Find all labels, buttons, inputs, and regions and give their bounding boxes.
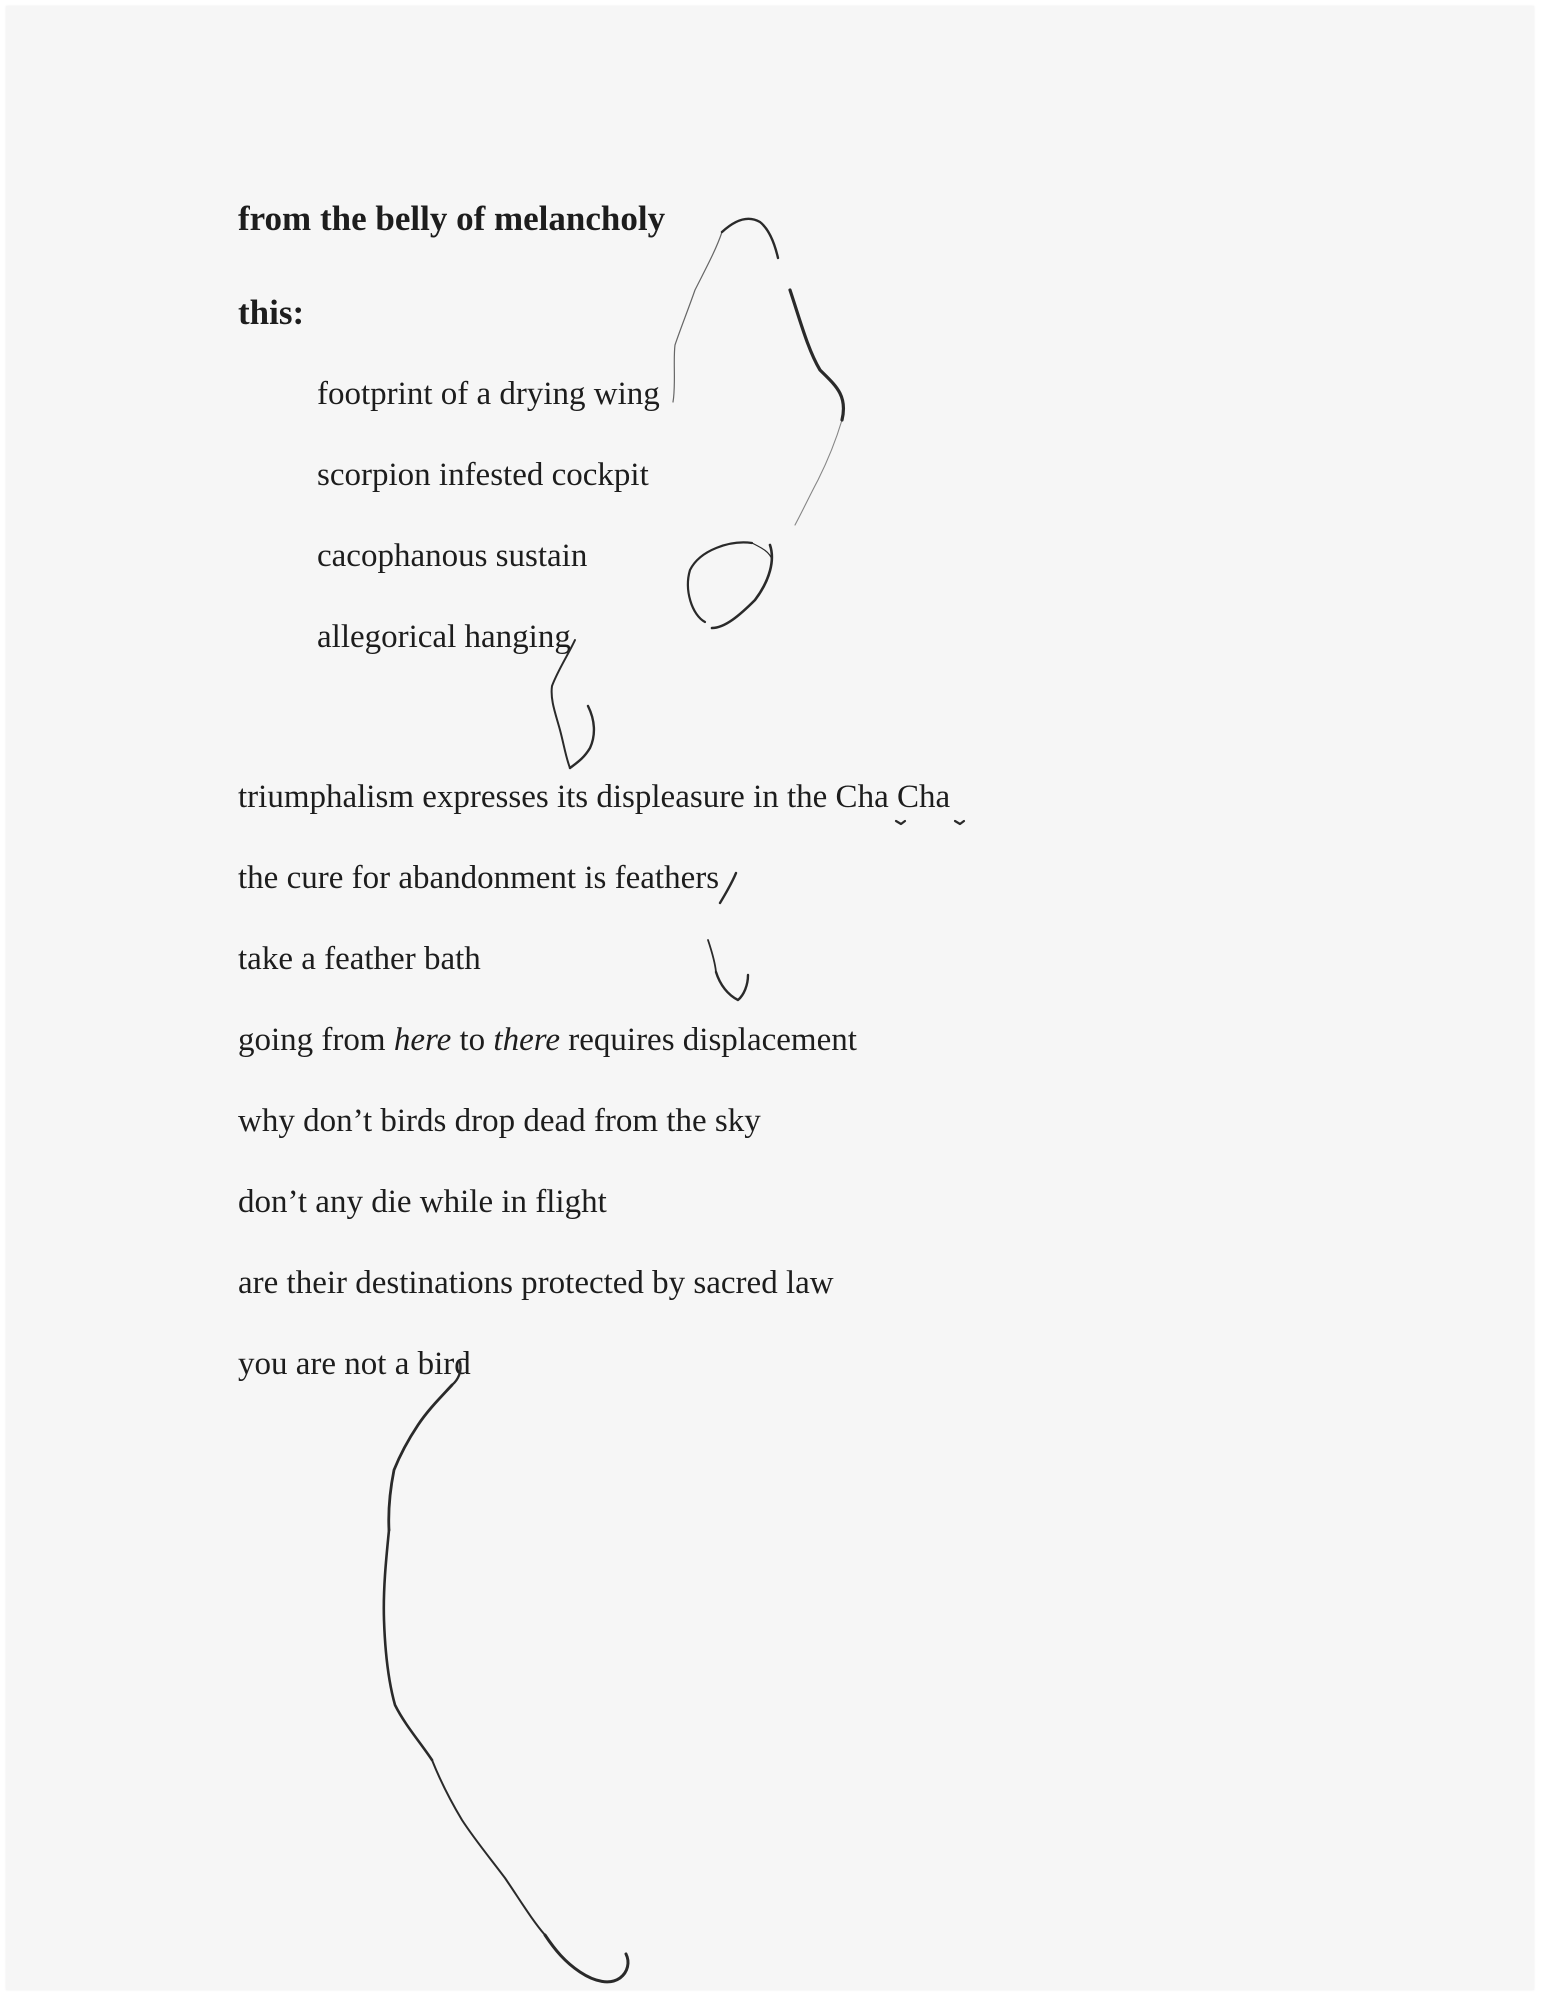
line-text: requires displacement bbox=[560, 1022, 857, 1058]
burn-line bbox=[795, 420, 842, 525]
burn-line bbox=[790, 290, 843, 420]
italic-here: here bbox=[393, 1022, 452, 1058]
poem-line: why don’t birds drop dead from the sky bbox=[238, 1103, 761, 1139]
burn-line bbox=[720, 873, 736, 903]
poem-line: triumphalism expresses its displeasure in the Cha Cha bbox=[238, 779, 951, 815]
burn-line bbox=[432, 1760, 545, 1935]
poem-line: don’t any die while in flight bbox=[238, 1184, 607, 1220]
burn-line bbox=[552, 640, 575, 768]
burn-line bbox=[722, 219, 778, 258]
burn-line bbox=[708, 940, 716, 972]
burn-dot bbox=[896, 821, 905, 824]
line-text: going from bbox=[238, 1022, 394, 1058]
poem-subtitle: this: bbox=[238, 293, 305, 332]
poem-line: are their destinations protected by sacred law bbox=[238, 1265, 834, 1301]
poem-line: the cure for abandonment is feathers bbox=[238, 860, 720, 896]
burn-line bbox=[452, 1362, 461, 1385]
italic-there: there bbox=[493, 1022, 561, 1058]
burn-line bbox=[545, 1935, 628, 1982]
burn-line bbox=[716, 972, 748, 1000]
line-text: to bbox=[451, 1022, 494, 1058]
burn-line bbox=[688, 542, 752, 622]
burn-line bbox=[712, 545, 772, 628]
list-item: allegorical hanging bbox=[317, 619, 571, 655]
burn-line bbox=[570, 706, 594, 768]
burn-line bbox=[673, 232, 722, 402]
list-item: footprint of a drying wing bbox=[317, 376, 660, 412]
poem-line: take a feather bath bbox=[238, 941, 481, 977]
poem-line: you are not a bird bbox=[238, 1346, 471, 1382]
list-item: cacophanous sustain bbox=[317, 538, 588, 574]
burn-line bbox=[389, 1385, 452, 1530]
list-item: scorpion infested cockpit bbox=[317, 457, 649, 493]
burn-line bbox=[384, 1530, 432, 1760]
poem-title: from the belly of melancholy bbox=[238, 199, 666, 238]
burn-dot bbox=[955, 821, 964, 824]
